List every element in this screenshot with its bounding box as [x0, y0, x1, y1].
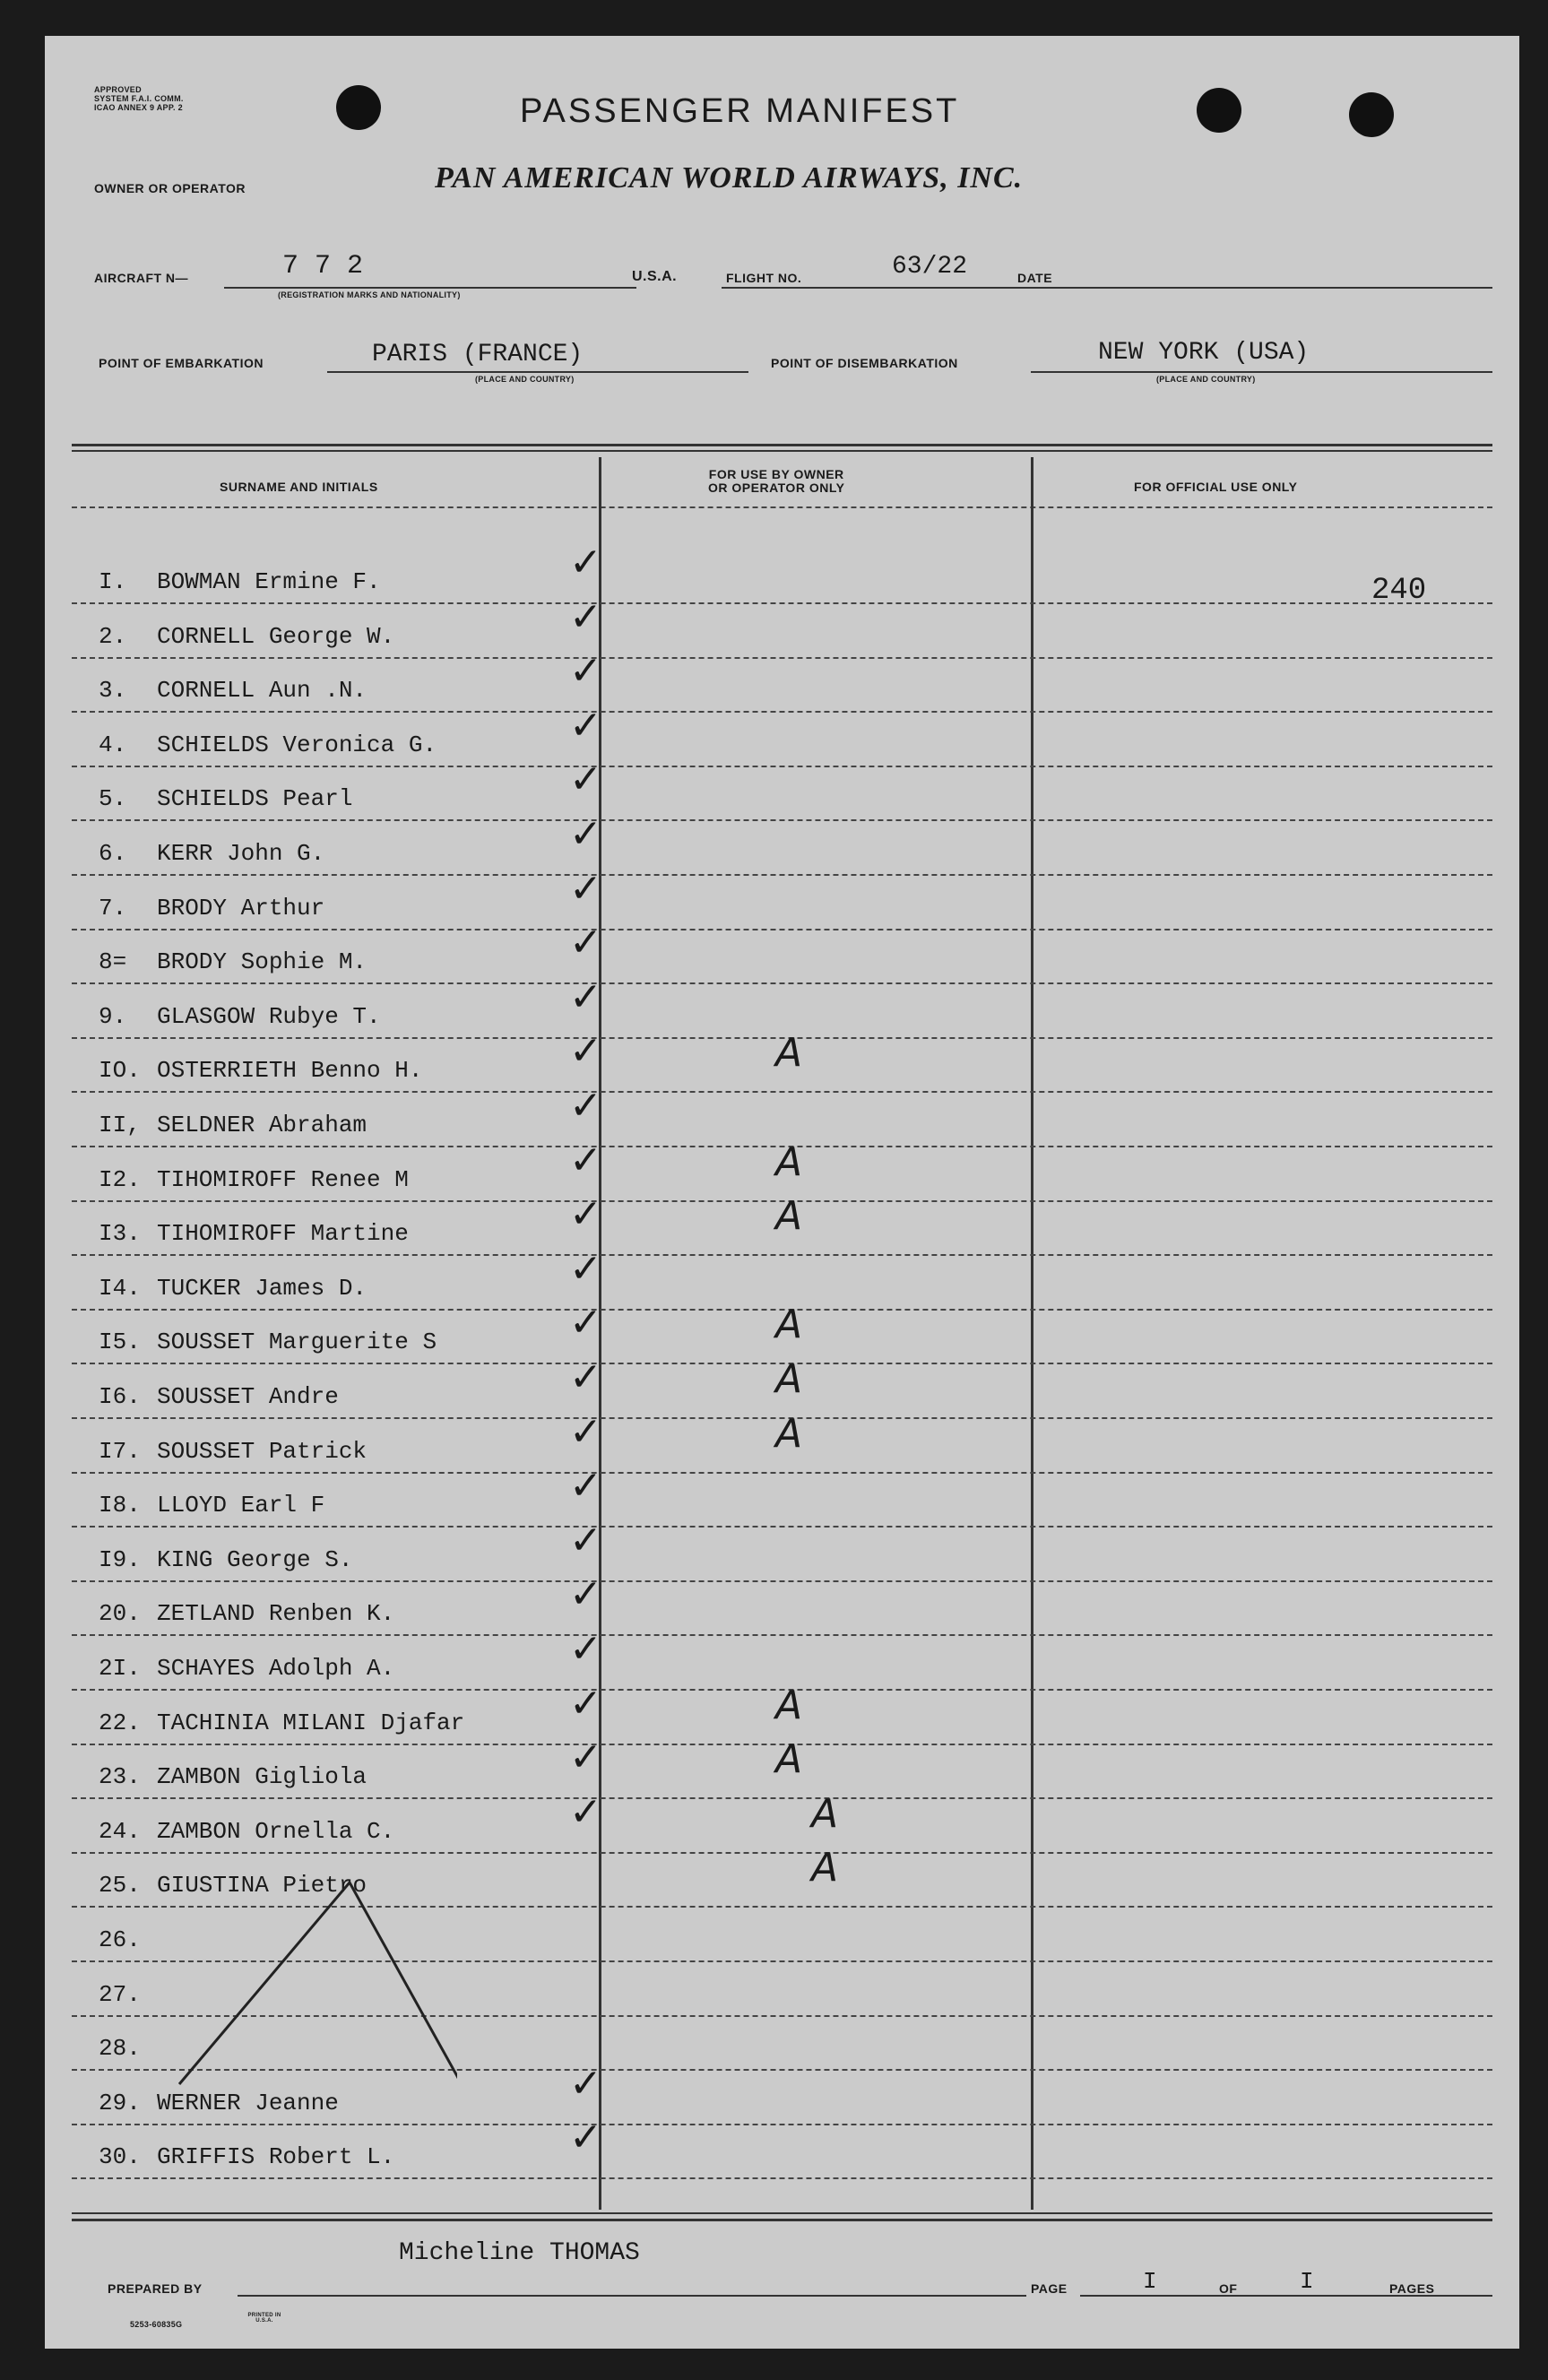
passenger-row [45, 865, 1519, 929]
date-label: DATE [1017, 271, 1053, 285]
check-mark-icon: ✓ [569, 1191, 602, 1238]
manifest-sheet [45, 36, 1519, 2349]
check-mark-icon: ✓ [569, 1083, 602, 1129]
passenger-number: 22. [99, 1709, 141, 1736]
passenger-name: KING George S. [157, 1545, 353, 1573]
passenger-row [45, 1626, 1519, 1689]
handwritten-a-mark: A [775, 1356, 803, 1402]
passenger-name: SCHAYES Adolph A. [157, 1655, 395, 1682]
passenger-number: 24. [99, 1817, 141, 1845]
passenger-number: I3. [99, 1220, 141, 1248]
check-mark-icon: ✓ [569, 1137, 602, 1183]
check-mark-icon: ✓ [569, 540, 602, 585]
passenger-number: 30. [99, 2143, 141, 2171]
check-mark-icon: ✓ [569, 1788, 602, 1835]
page-title: PASSENGER MANIFEST [520, 92, 960, 130]
handwritten-a-mark: A [775, 1410, 803, 1457]
registration-caption: (REGISTRATION MARKS AND NATIONALITY) [278, 290, 461, 299]
passenger-name: SOUSSET Patrick [157, 1437, 368, 1465]
passenger-name: SOUSSET Andre [157, 1383, 339, 1410]
nationality: U.S.A. [632, 269, 678, 284]
passenger-number: I6. [99, 1383, 141, 1410]
passenger-number: IO. [99, 1057, 141, 1085]
passenger-name: TIHOMIROFF Martine [157, 1220, 409, 1248]
handwritten-a-mark: A [811, 1790, 839, 1837]
passenger-row [45, 1083, 1519, 1146]
owner-use-column-header: FOR USE BY OWNER OR OPERATOR ONLY [708, 467, 845, 495]
passenger-row [45, 1408, 1519, 1472]
passenger-number: I. [99, 568, 127, 595]
passenger-number: 9. [99, 1002, 127, 1030]
void-mark [170, 1878, 457, 2089]
passenger-row [45, 1191, 1519, 1254]
passenger-name: CORNELL Aun .N. [157, 677, 368, 705]
airline-name: PAN AMERICAN WORLD AIRWAYS, INC. [435, 161, 1024, 195]
passenger-row [45, 1137, 1519, 1200]
passenger-name: TIHOMIROFF Renee M [157, 1165, 409, 1193]
prepared-by-label: PREPARED BY [108, 2281, 203, 2296]
passenger-name: OSTERRIETH Benno H. [157, 1057, 423, 1085]
passenger-row [45, 1788, 1519, 1852]
of-label: OF [1219, 2281, 1238, 2296]
passenger-row [45, 1245, 1519, 1309]
official-use-column-header: FOR OFFICIAL USE ONLY [1134, 480, 1298, 494]
passenger-name: BRODY Arthur [157, 894, 325, 922]
disembark-place-caption: (PLACE AND COUNTRY) [1156, 375, 1256, 384]
passenger-name: CORNELL George W. [157, 622, 395, 650]
passenger-number: 29. [99, 2089, 141, 2116]
check-mark-icon: ✓ [569, 1463, 602, 1510]
check-mark-icon: ✓ [569, 1300, 602, 1346]
passenger-row [45, 1517, 1519, 1580]
flight-label: FLIGHT NO. [726, 271, 802, 285]
passenger-number: I4. [99, 1274, 141, 1302]
aircraft-number: 7 7 2 [282, 251, 364, 281]
passenger-row [45, 648, 1519, 711]
handwritten-a-mark: A [775, 1193, 803, 1240]
embarkation-place: PARIS (FRANCE) [372, 341, 584, 368]
passenger-name: WERNER Jeanne [157, 2089, 339, 2116]
passenger-number: 5. [99, 785, 127, 813]
check-mark-icon: ✓ [569, 1354, 602, 1400]
passenger-row [45, 1571, 1519, 1634]
punch-hole-right-1 [1197, 88, 1241, 133]
check-mark-icon: ✓ [569, 920, 602, 966]
check-mark-icon: ✓ [569, 1408, 602, 1455]
handwritten-a-mark: A [775, 1030, 803, 1077]
handwritten-a-mark: A [775, 1138, 803, 1185]
check-mark-icon: ✓ [569, 648, 602, 695]
passenger-number: 28. [99, 2035, 141, 2063]
page-label: PAGE [1031, 2281, 1068, 2296]
passenger-number: I9. [99, 1545, 141, 1573]
passenger-number: 4. [99, 731, 127, 758]
passenger-row [45, 540, 1519, 602]
disembarkation-place: NEW YORK (USA) [1098, 339, 1310, 367]
handwritten-a-mark: A [775, 1736, 803, 1783]
check-mark-icon: ✓ [569, 1245, 602, 1292]
passenger-name: GLASGOW Rubye T. [157, 1002, 381, 1030]
approval-note: APPROVED SYSTEM F.A.I. COMM. ICAO ANNEX 9 APP. 2 [94, 85, 184, 112]
check-mark-icon: ✓ [569, 702, 602, 749]
passenger-number: 20. [99, 1600, 141, 1628]
passenger-number: I5. [99, 1328, 141, 1356]
disembarkation-label: POINT OF DISEMBARKATION [771, 356, 958, 370]
check-mark-icon: ✓ [569, 974, 602, 1020]
check-mark-icon: ✓ [569, 1680, 602, 1727]
passenger-number: I2. [99, 1165, 141, 1193]
form-code: 5253-60835G [130, 2320, 183, 2329]
passenger-row [45, 1354, 1519, 1417]
check-mark-icon: ✓ [569, 2115, 602, 2161]
check-mark-icon: ✓ [569, 593, 602, 640]
passenger-name: SOUSSET Marguerite S [157, 1328, 437, 1356]
passenger-name: LLOYD Earl F [157, 1492, 325, 1519]
flight-number: 63/22 [892, 253, 968, 281]
passenger-name: ZAMBON Ornella C. [157, 1817, 395, 1845]
passenger-name: TUCKER James D. [157, 1274, 368, 1302]
passenger-row [45, 757, 1519, 819]
embarkation-label: POINT OF EMBARKATION [99, 356, 264, 370]
passenger-name: ZETLAND Renben K. [157, 1600, 395, 1628]
passenger-name: TACHINIA MILANI Djafar [157, 1709, 465, 1736]
passenger-name: ZAMBON Gigliola [157, 1763, 368, 1791]
punch-hole-right-2 [1349, 92, 1394, 137]
handwritten-a-mark: A [775, 1302, 803, 1348]
check-mark-icon: ✓ [569, 811, 602, 857]
passenger-row [45, 920, 1519, 982]
check-mark-icon: ✓ [569, 1571, 602, 1618]
passenger-number: I8. [99, 1492, 141, 1519]
row-rule [72, 2177, 1492, 2179]
punch-hole-left [336, 85, 381, 130]
passenger-number: 6. [99, 840, 127, 867]
check-mark-icon: ✓ [569, 1626, 602, 1672]
passenger-row [45, 1680, 1519, 1744]
page-number: I [1143, 2268, 1157, 2295]
passenger-row [45, 2115, 1519, 2177]
owner-label: OWNER OR OPERATOR [94, 181, 246, 195]
passenger-number: 2I. [99, 1655, 141, 1682]
check-mark-icon: ✓ [569, 757, 602, 803]
passenger-name: GIUSTINA Pietro [157, 1872, 368, 1900]
passenger-number: I7. [99, 1437, 141, 1465]
passenger-name: SCHIELDS Pearl [157, 785, 353, 813]
passenger-number: 7. [99, 894, 127, 922]
passenger-name: SCHIELDS Veronica G. [157, 731, 437, 758]
check-mark-icon: ✓ [569, 1028, 602, 1075]
passenger-number: 26. [99, 1926, 141, 1953]
check-mark-icon: ✓ [569, 865, 602, 912]
passenger-number: 27. [99, 1980, 141, 2008]
page-total: I [1300, 2268, 1314, 2295]
check-mark-icon: ✓ [569, 1735, 602, 1781]
official-note: 240 [1371, 574, 1427, 608]
check-mark-icon: ✓ [569, 2060, 602, 2107]
passenger-row [45, 974, 1519, 1037]
surname-column-header: SURNAME AND INITIALS [220, 480, 378, 494]
passenger-number: 25. [99, 1872, 141, 1900]
check-mark-icon: ✓ [569, 1517, 602, 1563]
printed-in: PRINTED IN U.S.A. [247, 2313, 281, 2324]
passenger-name: GRIFFIS Robert L. [157, 2143, 395, 2171]
passenger-number: 23. [99, 1763, 141, 1791]
passenger-name: KERR John G. [157, 840, 325, 867]
aircraft-label: AIRCRAFT N— [94, 271, 189, 285]
passenger-name: SELDNER Abraham [157, 1112, 368, 1138]
handwritten-a-mark: A [775, 1682, 803, 1728]
passenger-number: 2. [99, 622, 127, 650]
passenger-row [45, 1735, 1519, 1797]
embark-place-caption: (PLACE AND COUNTRY) [475, 375, 575, 384]
passenger-row [45, 702, 1519, 766]
passenger-number: II, [99, 1112, 141, 1138]
passenger-row [45, 1300, 1519, 1363]
passenger-row [45, 1028, 1519, 1091]
preparer-name: Micheline THOMAS [399, 2239, 640, 2267]
passenger-row [45, 593, 1519, 657]
handwritten-a-mark: A [811, 1845, 839, 1891]
passenger-name: BRODY Sophie M. [157, 948, 368, 976]
passenger-row [45, 1463, 1519, 1526]
passenger-name: BOWMAN Ermine F. [157, 568, 381, 595]
passenger-number: 3. [99, 677, 127, 705]
passenger-row [45, 811, 1519, 874]
passenger-number: 8= [99, 948, 127, 976]
pages-label: PAGES [1389, 2281, 1435, 2296]
